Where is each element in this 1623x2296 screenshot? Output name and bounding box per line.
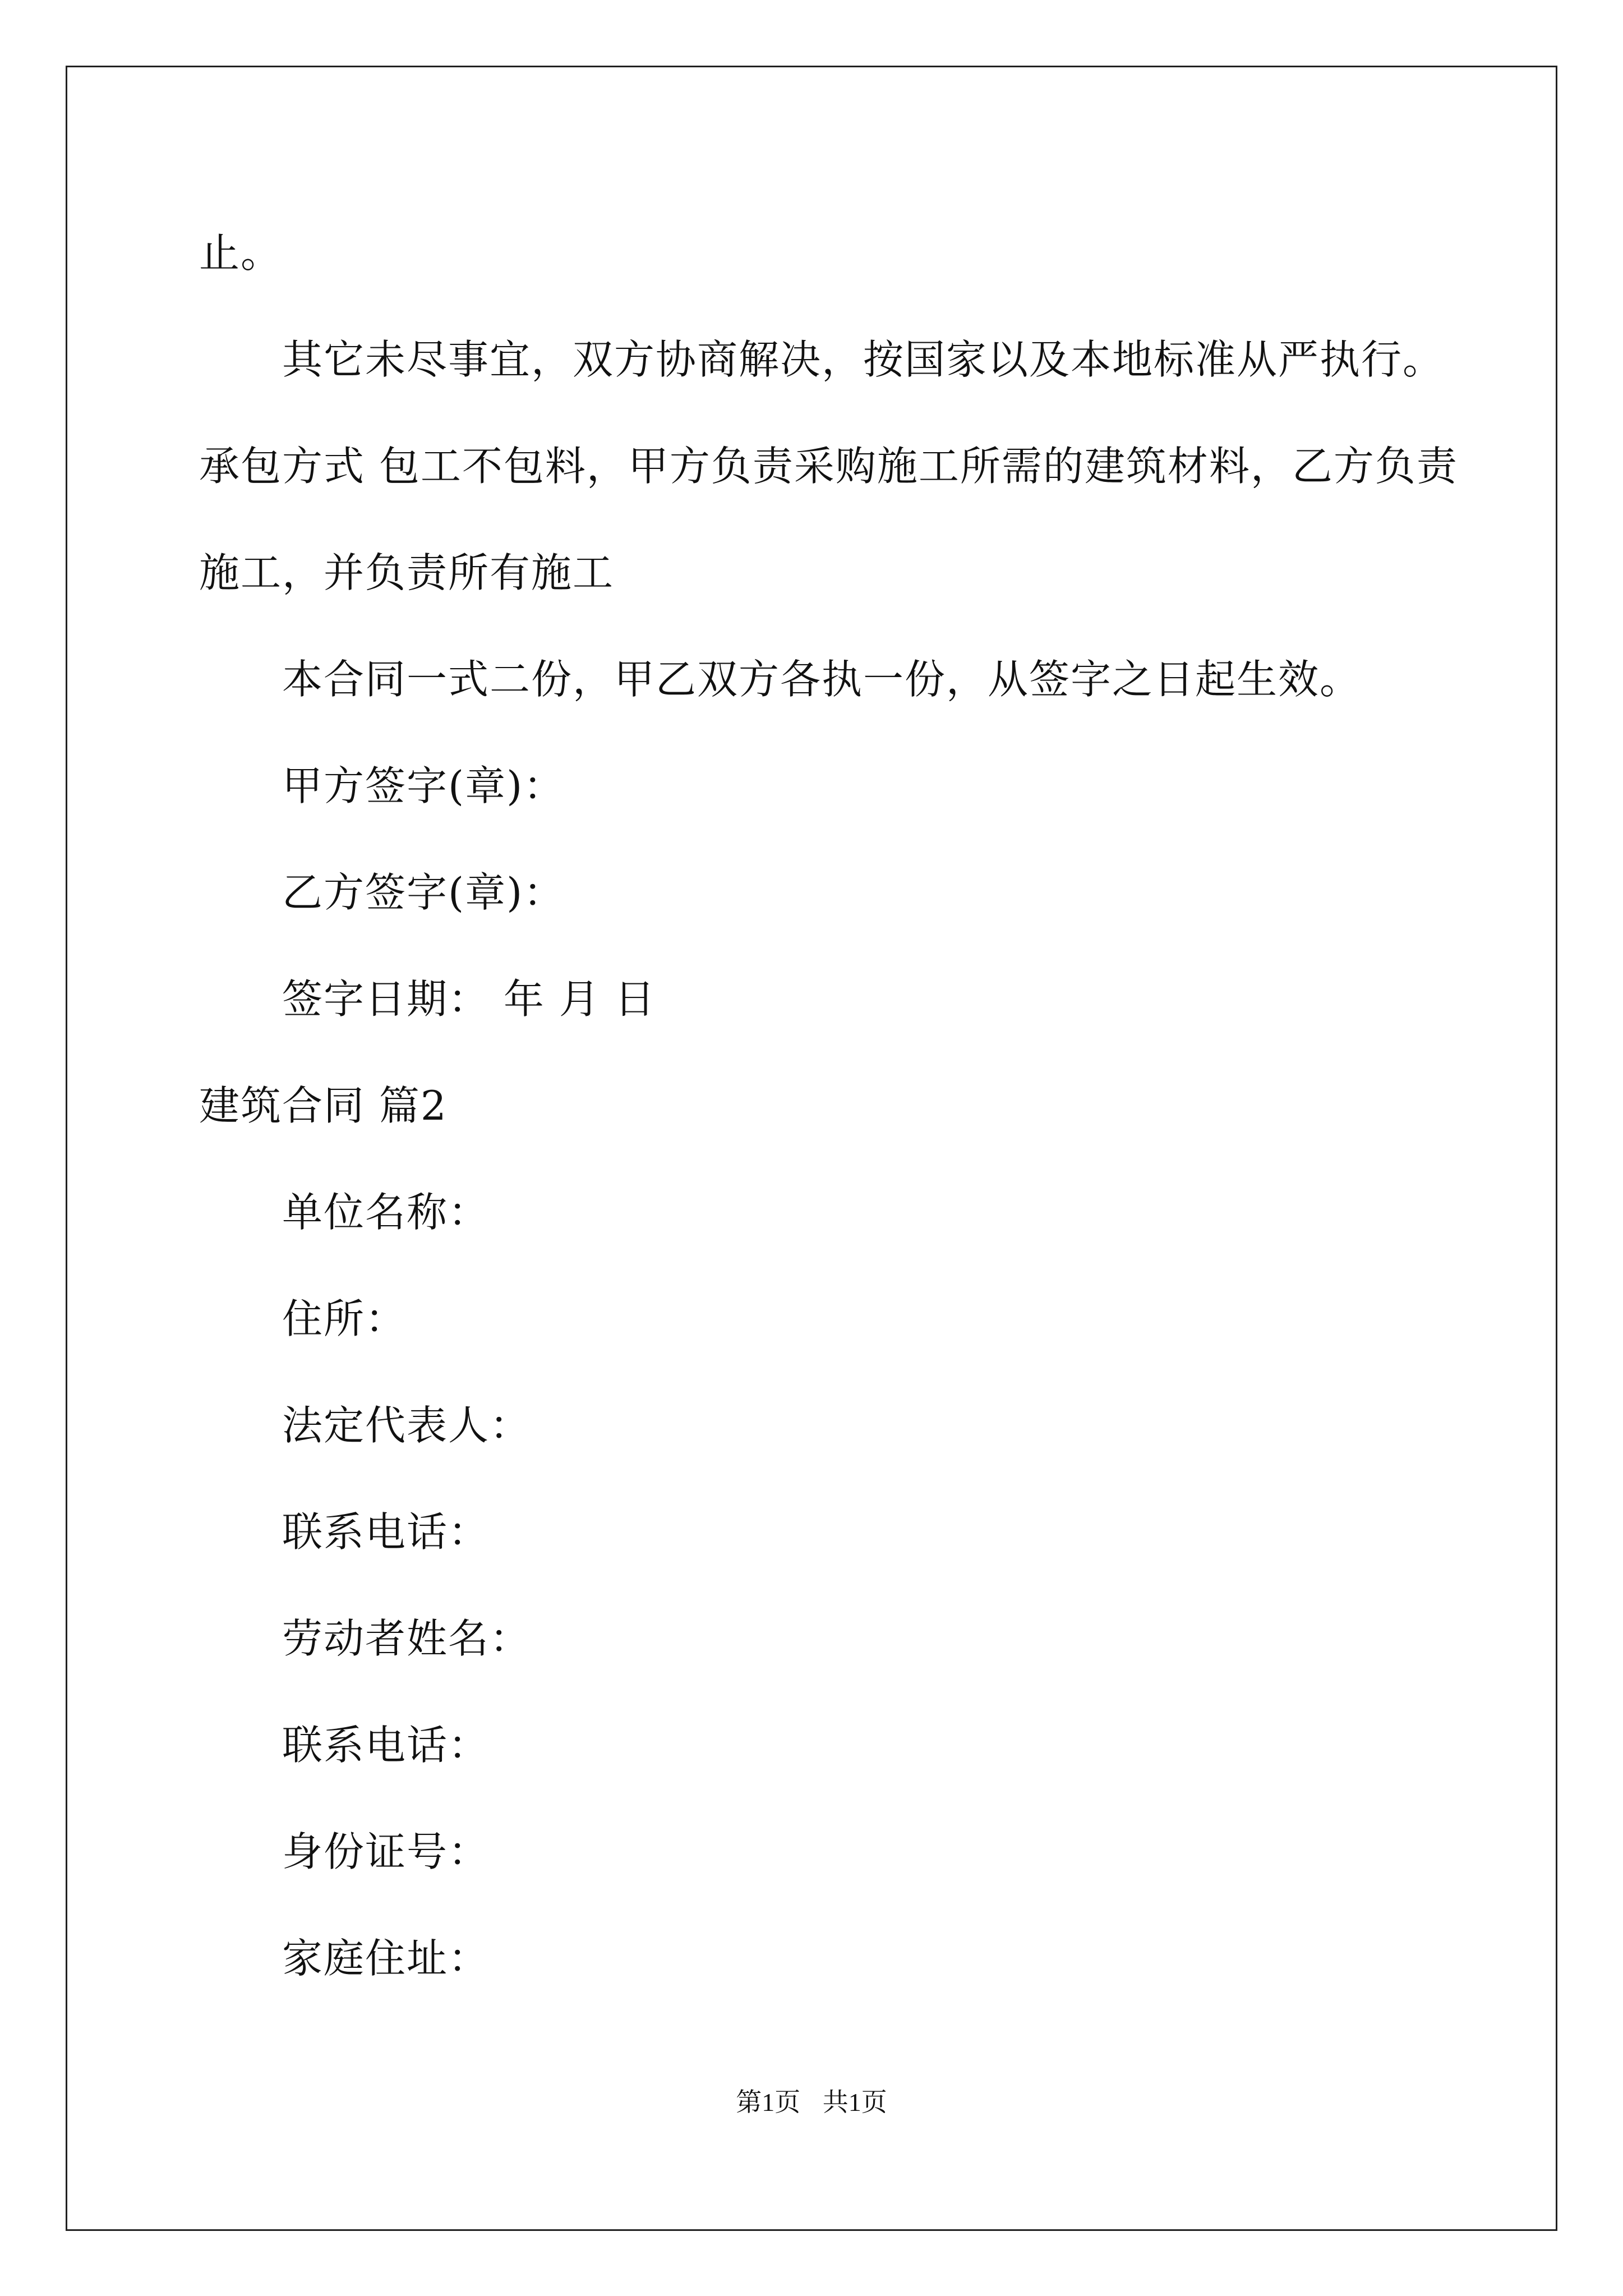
- text-line: 承包方式 包工不包料，甲方负责采购施工所需的建筑材料，乙方负责: [199, 443, 1458, 490]
- page-footer: [0, 2090, 1623, 2115]
- signature-party-b: 乙方签字(章)：: [282, 869, 565, 916]
- page-border: [66, 66, 1557, 2231]
- text-line: 施工，并负责所有施工: [199, 549, 615, 596]
- field-label: 单位名称：: [282, 1189, 490, 1236]
- field-label: 住所：: [282, 1295, 407, 1342]
- signature-party-a: 甲方签字(章)：: [282, 762, 565, 809]
- field-label: 联系电话：: [282, 1722, 490, 1769]
- text-line: 止。: [199, 229, 283, 277]
- text-line: 其它未尽事宜，双方协商解决，按国家以及本地标准从严执行。: [282, 336, 1445, 383]
- text-line: 本合同一式二份，甲乙双方各执一份，从签字之日起生效。: [282, 656, 1362, 703]
- section-heading: 建筑合同 篇2: [199, 1082, 448, 1129]
- field-label: 劳动者姓名：: [282, 1615, 532, 1662]
- page-number-total: 共1页: [822, 2088, 887, 2116]
- field-label: 联系电话：: [282, 1508, 490, 1556]
- signature-date: 签字日期： 年 月 日: [282, 976, 656, 1023]
- field-label: 法定代表人：: [282, 1402, 532, 1449]
- page-number-current: 第1页: [736, 2088, 801, 2116]
- field-label: 身份证号：: [282, 1828, 490, 1875]
- field-label: 家庭住址：: [282, 1935, 490, 1982]
